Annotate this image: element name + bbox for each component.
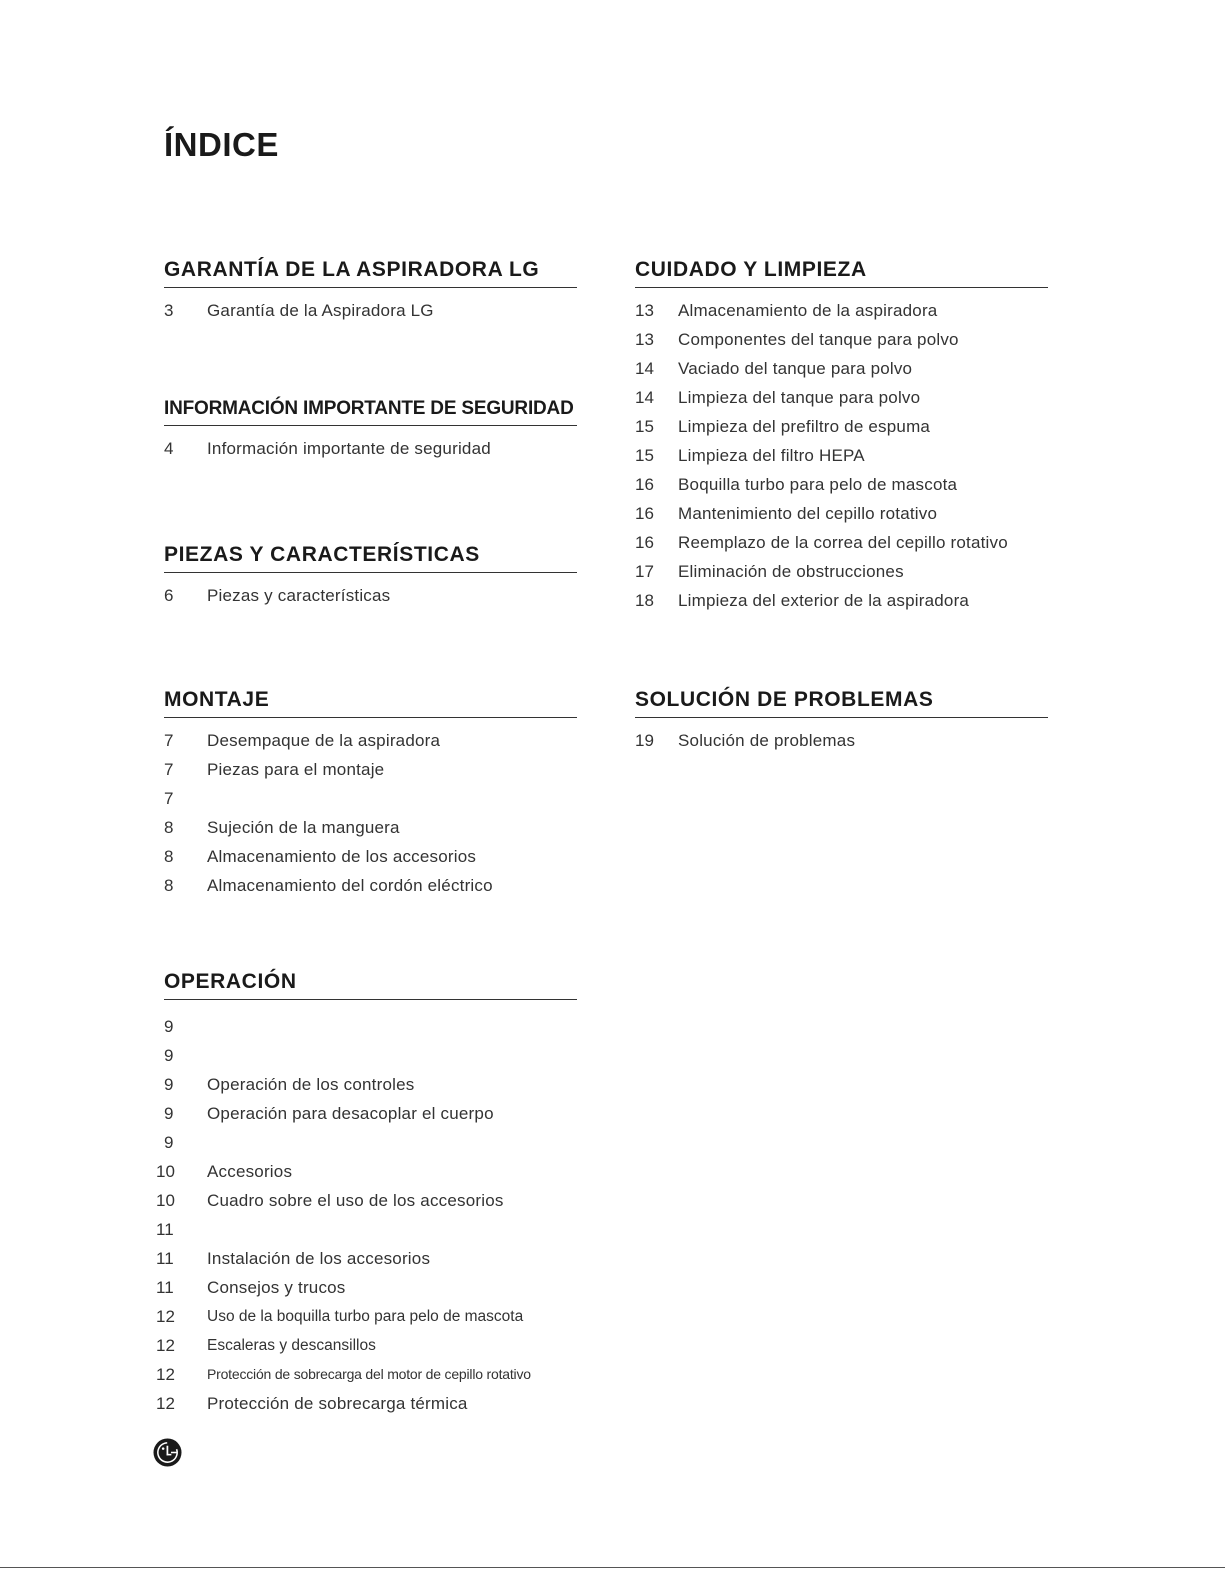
toc-entry-label: Desempaque de la aspiradora [207,731,441,750]
toc-page-number: 19 [635,731,654,750]
section-cuidado [635,258,1048,615]
toc-entry[interactable] [164,581,577,610]
toc-entry-label: Cuadro sobre el uso de los accesorios [207,1191,504,1210]
toc-entry-label: Sujeción de la manguera [207,818,400,837]
toc-entry[interactable] [164,871,577,900]
toc-page-number: 14 [635,359,654,378]
toc-entry-label: Garantía de la Aspiradora LG [207,301,434,320]
toc-entry[interactable] [156,1302,577,1331]
toc-entry-label: Instalación de los accesorios [207,1249,431,1268]
toc-page-number: 12 [156,1394,175,1413]
toc-entry-label: Operación para desacoplar el cuerpo [207,1104,494,1123]
toc-entry[interactable] [635,296,1048,325]
toc-list [164,581,577,610]
toc-page-number: 7 [164,789,174,808]
toc-entry[interactable] [635,383,1048,412]
toc-list [635,726,1048,755]
toc-entry-label: Información importante de seguridad [207,439,491,458]
toc-list [164,296,577,325]
toc-page-number: 8 [164,818,174,837]
toc-entry-label: Boquilla turbo para pelo de mascota [678,475,958,494]
toc-entry[interactable] [164,813,577,842]
toc-page-number: 11 [156,1278,174,1297]
toc-entry-label: Limpieza del prefiltro de espuma [678,417,931,436]
page-title: ÍNDICE [164,126,279,163]
section-piezas [164,543,577,610]
toc-page-number: 6 [164,586,174,605]
toc-entry[interactable] [164,1128,577,1157]
toc-entry-label: Almacenamiento de la aspiradora [678,301,938,320]
toc-page-number: 9 [164,1133,174,1152]
toc-page-number: 16 [635,504,654,523]
toc-entry-label: Escaleras y descansillos [207,1337,376,1354]
toc-entry[interactable] [635,528,1048,557]
toc-entry-label: Mantenimiento del cepillo rotativo [678,504,938,523]
lg-logo-icon [153,1438,182,1467]
toc-entry[interactable] [635,441,1048,470]
toc-page-number: 12 [156,1336,175,1355]
toc-page-number: 11 [156,1249,174,1268]
toc-page-number: 9 [164,1046,174,1065]
section-title: GARANTÍA DE LA ASPIRADORA LG [164,258,577,288]
toc-page-number: 12 [156,1307,175,1326]
toc-entry-label: Vaciado del tanque para polvo [678,359,913,378]
toc-entry-label: Eliminación de obstrucciones [678,562,904,581]
toc-entry[interactable] [156,1389,577,1418]
toc-entry[interactable] [164,434,577,463]
toc-entry-label: Solución de problemas [678,731,856,750]
section-solucion [635,688,1048,755]
toc-page-number: 9 [164,1075,174,1094]
toc-entry[interactable] [156,1186,577,1215]
toc-entry-label: Almacenamiento del cordón eléctrico [207,876,493,895]
toc-page-number: 16 [635,533,654,552]
toc-list [164,434,577,463]
toc-entry-label: Limpieza del tanque para polvo [678,388,921,407]
toc-entry[interactable] [635,470,1048,499]
toc-entry[interactable] [635,499,1048,528]
toc-entry[interactable] [635,586,1048,615]
toc-entry[interactable] [164,296,577,325]
toc-entry[interactable] [156,1331,577,1360]
toc-entry[interactable] [156,1360,577,1389]
toc-entry-label: Almacenamiento de los accesorios [207,847,477,866]
toc-page-number: 9 [164,1104,174,1123]
toc-entry[interactable] [635,354,1048,383]
section-title: INFORMACIÓN IMPORTANTE DE SEGURIDAD [164,398,577,426]
toc-page-number: 14 [635,388,654,407]
section-title: SOLUCIÓN DE PROBLEMAS [635,688,1048,718]
section-title: OPERACIÓN [164,970,577,1000]
toc-entry[interactable] [164,842,577,871]
toc-page-number: 13 [635,301,654,320]
toc-page-number: 8 [164,847,174,866]
toc-entry[interactable] [635,325,1048,354]
toc-entry[interactable] [164,1041,577,1070]
toc-entry-label: Piezas para el montaje [207,760,385,779]
section-garantia [164,258,577,325]
toc-entry[interactable] [156,1244,577,1273]
toc-entry[interactable] [635,412,1048,441]
section-title: CUIDADO Y LIMPIEZA [635,258,1048,288]
toc-entry[interactable] [156,1215,577,1244]
toc-entry-label: Componentes del tanque para polvo [678,330,959,349]
toc-entry-label: Operación de los controles [207,1075,415,1094]
toc-page-number: 7 [164,760,174,779]
toc-entry[interactable] [164,784,577,813]
toc-page-number: 11 [156,1220,174,1239]
toc-entry-label: Limpieza del exterior de la aspiradora [678,591,970,610]
toc-page-number: 13 [635,330,654,349]
toc-entry[interactable] [635,557,1048,586]
toc-entry-label: Protección de sobrecarga térmica [207,1394,468,1413]
toc-page-number: 10 [156,1162,175,1181]
section-title: MONTAJE [164,688,577,718]
toc-page-number: 9 [164,1017,174,1036]
toc-list [164,726,577,900]
toc-entry[interactable] [164,726,577,755]
toc-entry-label: Protección de sobrecarga del motor de cepillo rotativo [207,1366,531,1382]
section-montaje [164,688,577,900]
toc-list [635,296,1048,615]
toc-page-number: 3 [164,301,174,320]
toc-entry[interactable] [164,1012,577,1041]
toc-list [156,1012,577,1418]
toc-page-number: 18 [635,591,654,610]
toc-entry[interactable] [156,1157,577,1186]
toc-entry[interactable] [164,1070,577,1099]
toc-page-number: 8 [164,876,174,895]
toc-entry-label: Piezas y características [207,586,391,605]
toc-entry[interactable] [164,755,577,784]
toc-entry[interactable] [635,726,1048,755]
toc-page-number: 15 [635,417,654,436]
toc-page-number: 10 [156,1191,175,1210]
toc-entry[interactable] [164,1099,577,1128]
toc-page-number: 4 [164,439,174,458]
toc-page-number: 12 [156,1365,175,1384]
toc-page-number: 7 [164,731,174,750]
toc-page-number: 16 [635,475,654,494]
section-seguridad [164,398,577,463]
toc-entry[interactable] [156,1273,577,1302]
toc-entry-label: Uso de la boquilla turbo para pelo de mascota [207,1308,524,1325]
toc-entry-label: Accesorios [207,1162,293,1181]
page-divider [0,1567,1225,1568]
toc-entry-label: Reemplazo de la correa del cepillo rotativo [678,533,1008,552]
toc-page-number: 17 [635,562,654,581]
section-title: PIEZAS Y CARACTERÍSTICAS [164,543,577,573]
toc-entry-label: Consejos y trucos [207,1278,346,1297]
toc-page-number: 15 [635,446,654,465]
section-operacion [156,970,577,1418]
toc-entry-label: Limpieza del filtro HEPA [678,446,865,465]
